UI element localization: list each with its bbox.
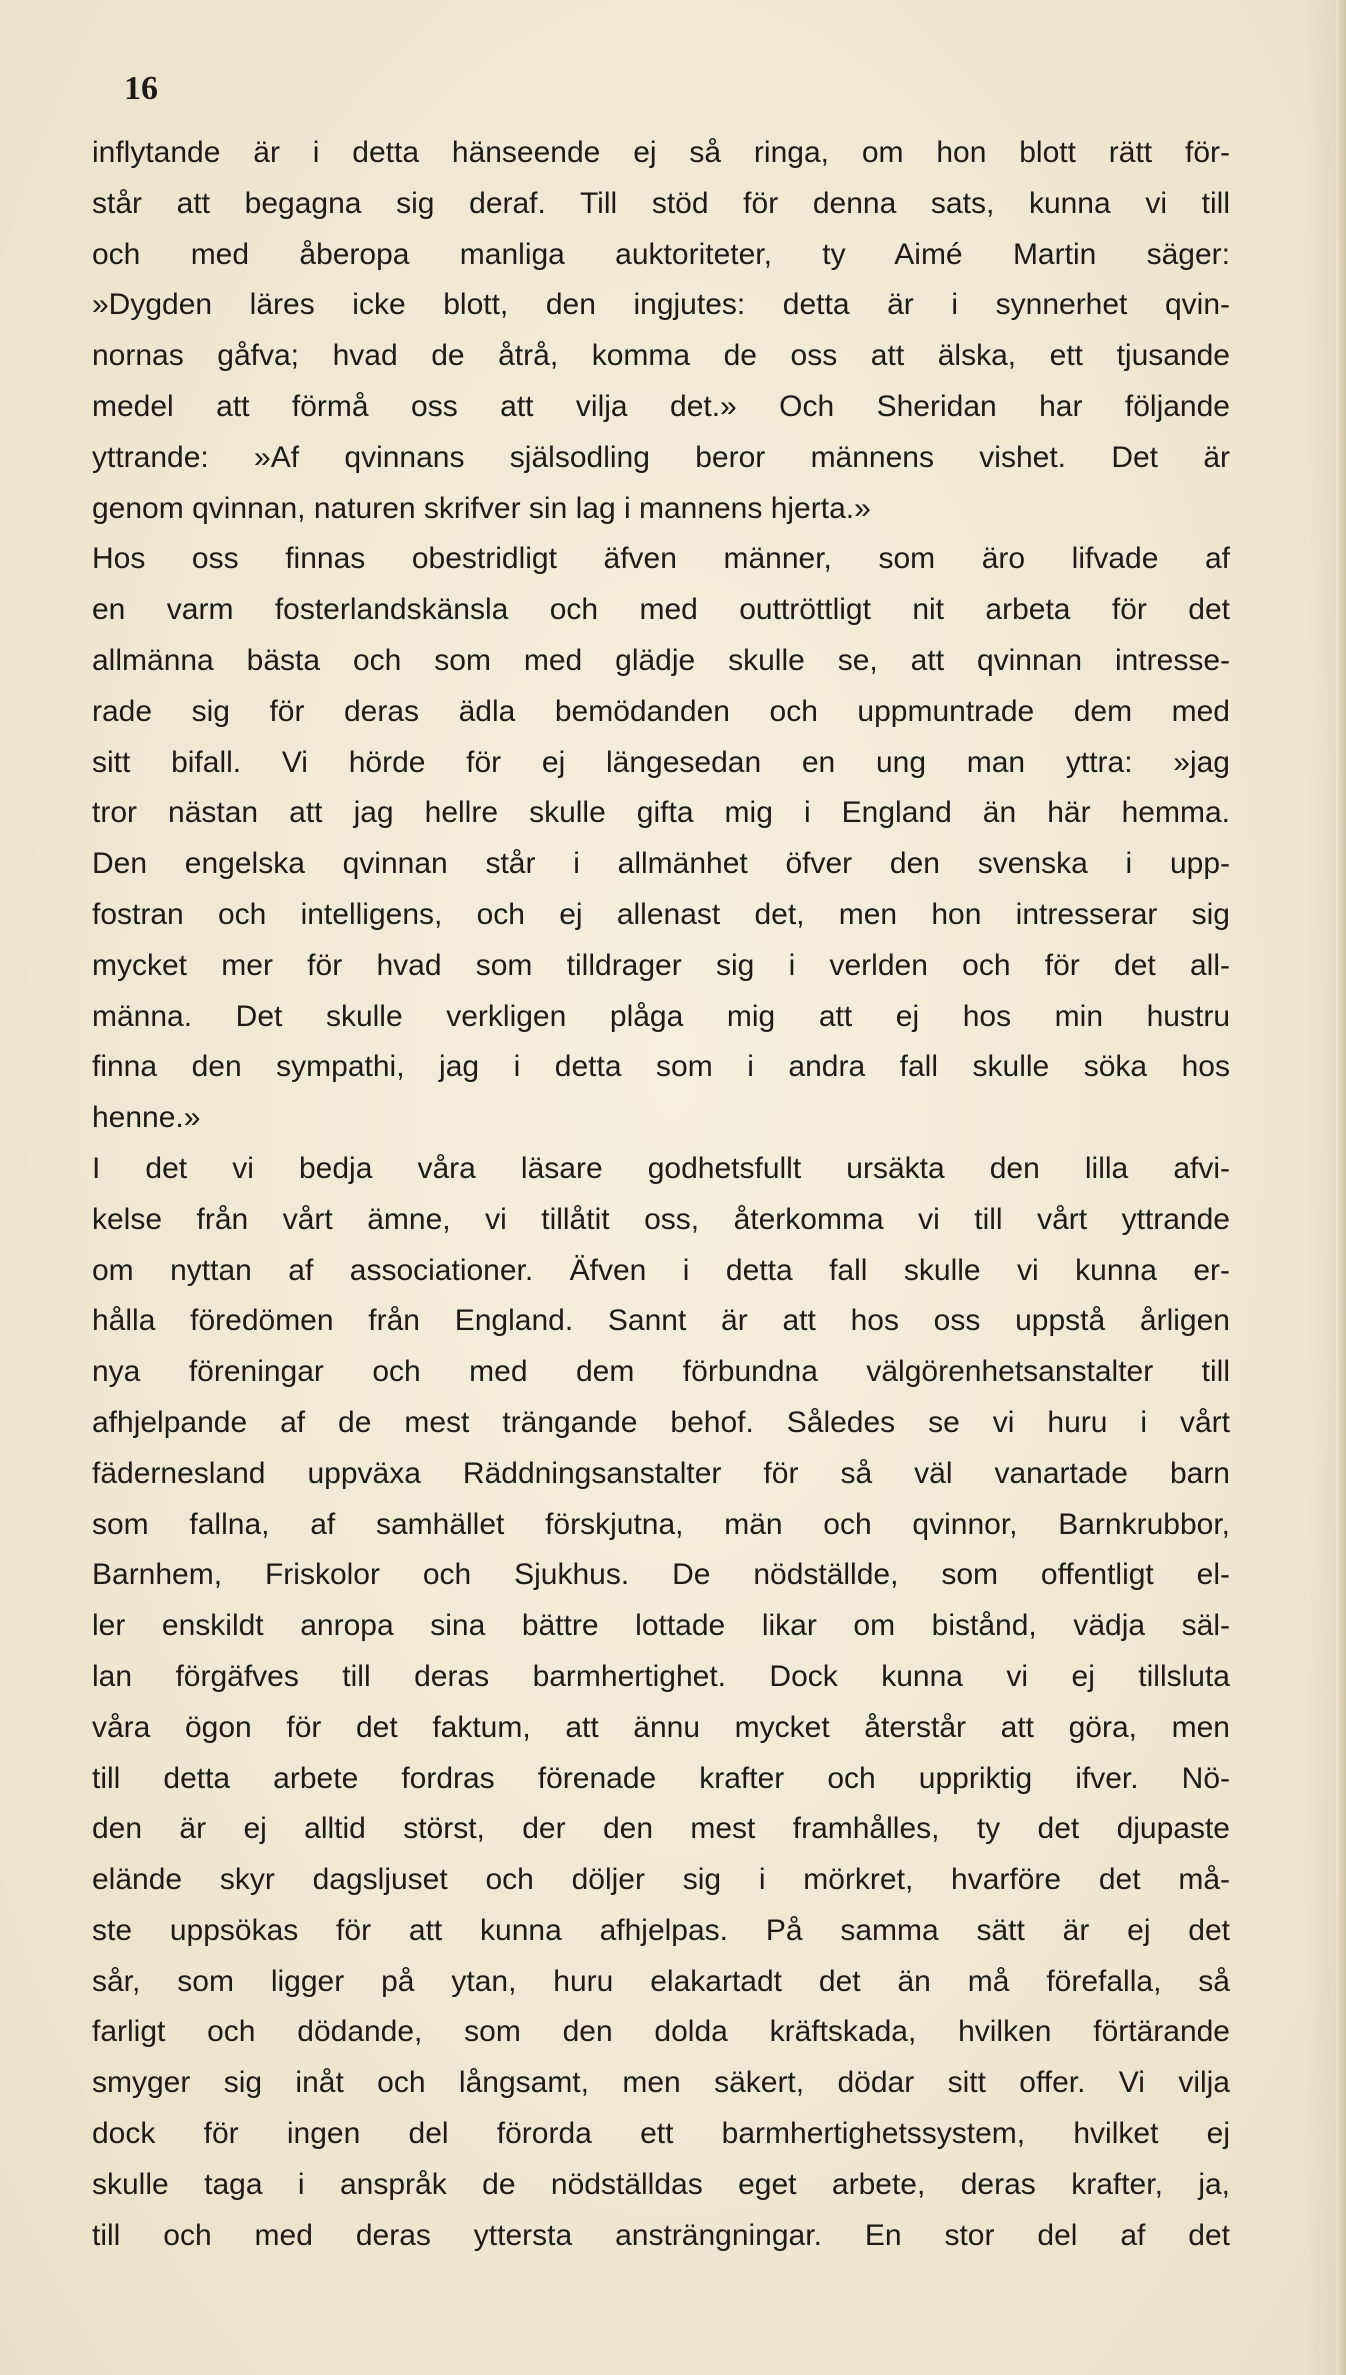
text-line: Hos oss finnas obestridligt äfven männer, som äro lifvade af	[92, 542, 1230, 576]
text-line: Den engelska qvinnan står i allmänhet öfver den svenska i upp-	[92, 847, 1230, 881]
page-spine-edge	[1338, 0, 1346, 2375]
text-line: henne.»	[92, 1101, 201, 1135]
page-edge-shading	[1306, 0, 1336, 2375]
text-line: »Dygden läres icke blott, den ingjutes: detta är i synnerhet qvin-	[92, 288, 1230, 322]
text-line: medel att förmå oss att vilja det.» Och Sheridan har följande	[92, 389, 1230, 423]
text-line: sår, som ligger på ytan, huru elakartadt det än må förefalla, så	[92, 1964, 1230, 1998]
text-line: sitt bifall. Vi hörde för ej längesedan en ung man yttra: »jag	[92, 745, 1230, 779]
text-line: inflytande är i detta hänseende ej så ringa, om hon blott rätt för-	[92, 136, 1230, 169]
text-line: ler enskildt anropa sina bättre lottade likar om bistånd, vädja säl-	[92, 1609, 1230, 1643]
text-line: genom qvinnan, naturen skrifver sin lag i mannens hjerta.»	[92, 491, 871, 525]
text-line: I det vi bedja våra läsare godhetsfullt ursäkta den lilla afvi-	[92, 1151, 1230, 1185]
text-line: afhjelpande af de mest trängande behof. Således se vi huru i vårt	[92, 1405, 1230, 1439]
text-line: yttrande: »Af qvinnans själsodling beror männens vishet. Det är	[92, 440, 1230, 474]
text-line: finna den sympathi, jag i detta som i andra fall skulle söka hos	[92, 1050, 1230, 1084]
text-line: nya föreningar och med dem förbundna välgörenhetsanstalter till	[92, 1355, 1230, 1389]
text-line: som fallna, af samhället förskjutna, män och qvinnor, Barnkrubbor,	[92, 1507, 1230, 1541]
text-line: rade sig för deras ädla bemödanden och uppmuntrade dem med	[92, 694, 1230, 728]
text-line: står att begagna sig deraf. Till stöd för denna sats, kunna vi till	[92, 186, 1230, 220]
text-line: elände skyr dagsljuset och döljer sig i mörkret, hvarföre det må-	[92, 1863, 1230, 1897]
text-line: dock för ingen del förorda ett barmhertighetssystem, hvilket ej	[92, 2117, 1230, 2151]
text-line: mycket mer för hvad som tilldrager sig i verlden och för det all-	[92, 948, 1230, 982]
text-line: våra ögon för det faktum, att ännu mycket återstår att göra, men	[92, 1710, 1230, 1744]
text-line: fostran och intelligens, och ej allenast det, men hon intresserar sig	[92, 897, 1230, 931]
body-text	[92, 128, 1230, 2261]
text-line: farligt och dödande, som den dolda kräftskada, hvilken förtärande	[92, 2015, 1230, 2049]
text-line: fädernesland uppväxa Räddningsanstalter för så väl vanartade barn	[92, 1456, 1230, 1490]
text-line: Barnhem, Friskolor och Sjukhus. De nödställde, som offentligt el-	[92, 1558, 1230, 1592]
text-line: smyger sig inåt och långsamt, men säkert, dödar sitt offer. Vi vilja	[92, 2066, 1230, 2100]
text-line: skulle taga i anspråk de nödställdas eget arbete, deras krafter, ja,	[92, 2167, 1230, 2201]
text-line: till och med deras yttersta ansträngningar. En stor del af det	[92, 2218, 1230, 2252]
text-line: männa. Det skulle verkligen plåga mig att ej hos min hustru	[92, 999, 1230, 1033]
text-line: ste uppsökas för att kunna afhjelpas. På samma sätt är ej det	[92, 1913, 1230, 1947]
page-number: 16	[124, 70, 158, 107]
text-line: en varm fosterlandskänsla och med outtröttligt nit arbeta för det	[92, 593, 1230, 627]
text-line: om nyttan af associationer. Äfven i detta fall skulle vi kunna er-	[92, 1253, 1230, 1287]
text-line: hålla föredömen från England. Sannt är att hos oss uppstå årligen	[92, 1304, 1230, 1338]
text-line: allmänna bästa och som med glädje skulle se, att qvinnan intresse-	[92, 643, 1230, 677]
text-line: den är ej alltid störst, der den mest framhålles, ty det djupaste	[92, 1812, 1230, 1846]
text-line: tror nästan att jag hellre skulle gifta mig i England än här hemma.	[92, 796, 1230, 830]
text-line: och med åberopa manliga auktoriteter, ty Aimé Martin säger:	[92, 237, 1230, 271]
text-line: till detta arbete fordras förenade krafter och uppriktig ifver. Nö-	[92, 1761, 1230, 1795]
text-line: lan förgäfves till deras barmhertighet. Dock kunna vi ej tillsluta	[92, 1659, 1230, 1693]
text-line: kelse från vårt ämne, vi tillåtit oss, återkomma vi till vårt yttrande	[92, 1202, 1230, 1236]
text-line: nornas gåfva; hvad de åtrå, komma de oss att älska, ett tjusande	[92, 339, 1230, 373]
